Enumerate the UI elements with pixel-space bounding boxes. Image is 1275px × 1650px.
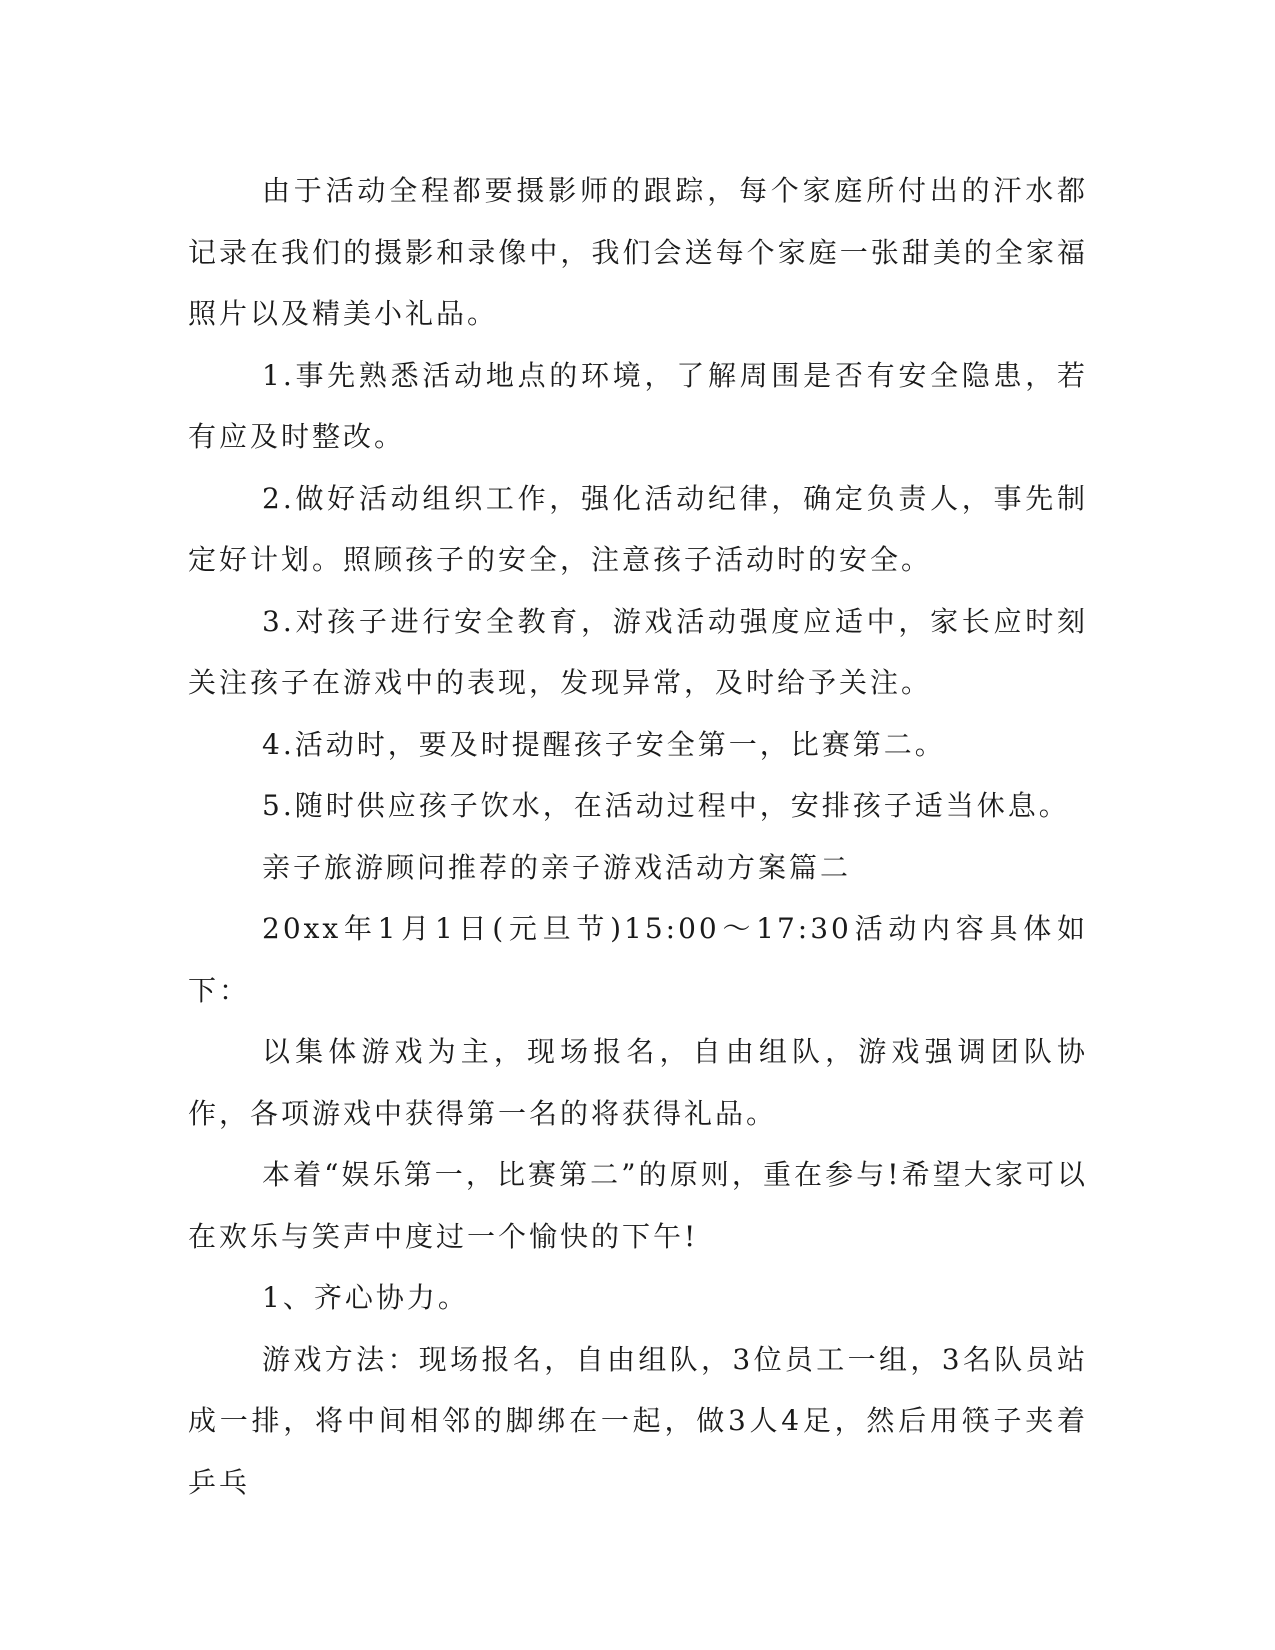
paragraph-item-4: 4.活动时，要及时提醒孩子安全第一，比赛第二。 — [262, 727, 946, 761]
paragraph-principle: 本着“娱乐第一，比赛第二”的原则，重在参与!希望大家可以在欢乐与笑声中度过一个愉快的下午! — [188, 1158, 1088, 1253]
paragraph-item-5: 5.随时供应孩子饮水，在活动过程中，安排孩子适当休息。 — [262, 789, 1070, 822]
paragraph-item-2: 2.做好活动组织工作，强化活动纪律，确定负责人，事先制定好计划。照顾孩子的安全，注意孩子活动时的安全。 — [188, 481, 1088, 576]
paragraph-group-games: 以集体游戏为主，现场报名，自由组队，游戏强调团队协作，各项游戏中获得第一名的将获得礼品。 — [188, 1035, 1088, 1130]
paragraph-photo-gift: 由于活动全程都要摄影师的跟踪，每个家庭所付出的汗水都记录在我们的摄影和录像中，我们会送每个家庭一张甜美的全家福照片以及精美小礼品。 — [188, 174, 1088, 330]
paragraph-item-3: 3.对孩子进行安全教育，游戏活动强度应适中，家长应时刻关注孩子在游戏中的表现，发现异常，及时给予关注。 — [188, 604, 1088, 699]
paragraph-game-1-title: 1、齐心协力。 — [262, 1281, 469, 1314]
paragraph-game-method: 游戏方法：现场报名，自由组队，3位员工一组，3名队员站成一排，将中间相邻的脚绑在一起，做3人4足，然后用筷子夹着乒乓 — [188, 1342, 1088, 1499]
section-heading: 亲子旅游顾问推荐的亲子游戏活动方案篇二 — [262, 850, 852, 884]
paragraph-item-1: 1.事先熟悉活动地点的环境，了解周围是否有安全隐患，若有应及时整改。 — [188, 358, 1088, 453]
paragraph-date-time: 20xx年1月1日(元旦节)15:00～17:30活动内容具体如下： — [188, 912, 1088, 1007]
document-body — [188, 160, 1088, 1513]
